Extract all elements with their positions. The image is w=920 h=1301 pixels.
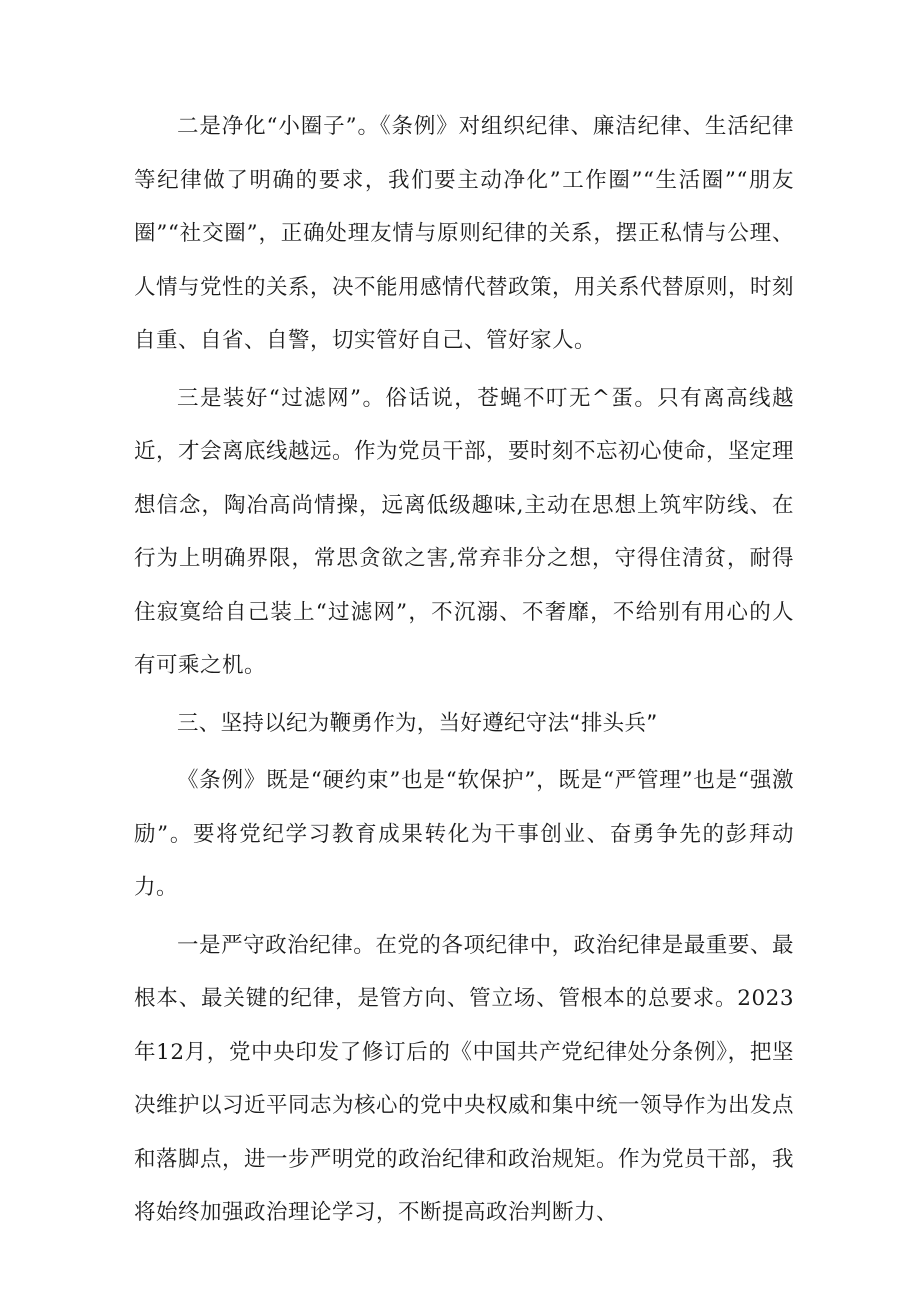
section-heading-discipline-action: 三、坚持以纪为鞭勇作为，当好遵纪守法“排头兵” (177, 710, 658, 736)
paragraph-filter-net: 三是装好“过滤网”。俗话说，苍蝇不叮无^蛋。只有离高线越近，才会离底线越远。作为党员干部，要时刻不忘初心使命，坚定理想信念，陶冶高尚情操，远离低级趣味,主动在思想上筑牢防线、在行为上明确界限，常思贪欲之害,常弃非分之想，守得住清贫，耐得住寂寞给自己装上“过滤网”，不沉溺、不奢靡，不给别有用心的人有可乘之机。 (134, 385, 795, 678)
paragraph-purify-small-circle: 二是净化“小圈子”。《条例》对组织纪律、廉洁纪律、生活纪律等纪律做了明确的要求，我们要主动净化”工作圈”“生活圈”“朋友圈”“社交圈”，正确处理友情与原则纪律的关系，摆正私情与公理、人情与党性的关系，决不能用感情代替政策，用关系代替原则，时刻自重、自省、自警，切实管好自己、管好家人。 (134, 114, 795, 353)
document-body (134, 100, 794, 1244)
paragraph-regulation-intro: 《条例》既是“硬约束”也是“软保护”，既是“严管理”也是“强激励”。要将党纪学习教育成果转化为干事创业、奋勇争先的彭拜动力。 (134, 768, 794, 900)
paragraph-political-discipline: 一是严守政治纪律。在党的各项纪律中，政治纪律是最重要、最根本、最关键的纪律，是管方向、管立场、管根本的总要求。2023年12月，党中央印发了修订后的《中国共产党纪律处分条例》，把坚决维护以习近平同志为核心的党中央权威和集中统一领导作为出发点和落脚点，进一步严明党的政治纪律和政治规矩。作为党员干部，我将始终加强政治理论学习，不断提高政治判断力、 (134, 932, 795, 1225)
